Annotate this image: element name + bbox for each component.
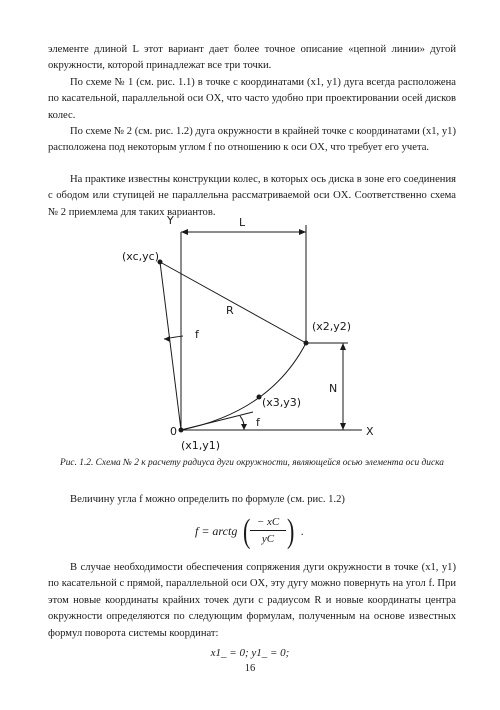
label-angle-f-bottom: f: [256, 416, 260, 429]
label-angle-f-top: f: [195, 328, 199, 341]
paragraph-3: По схеме № 2 (см. рис. 1.2) дуга окружности в крайней точке с координатами (x1, y1) расположена под некоторым углом f по отношению к оси OX, что требует его учета.: [48, 126, 456, 154]
label-point-x2y2: (x2,y2): [312, 320, 352, 333]
point-x2y2: [304, 341, 309, 346]
formula-denominator: yC: [261, 533, 275, 545]
formula-new-coords: x1_ = 0; y1_ = 0;: [210, 647, 290, 659]
label-center-coords: (xc,yc): [122, 250, 160, 263]
paragraph-4: На практике известны конструкции колес, в которых ось диска в зоне его соединения с ободом или ступицей не параллельна рассматриваемой оси OX. Соответственно схема № 2 приемлема для таких вариантов.: [48, 174, 456, 218]
formula-numerator: − xC: [256, 516, 280, 528]
page-number: 16: [244, 663, 256, 674]
label-point-x3y3: (x3,y3): [262, 396, 302, 409]
arc-curve: [181, 343, 306, 430]
label-origin: 0: [170, 425, 177, 438]
arrowhead-n-top: [340, 343, 346, 350]
paragraph-1: элементе длиной L этот вариант дает более точное описание «цепной линии» дугой окружности, которой принадлежат все три точки.: [48, 44, 456, 72]
arrowhead-angle-bottom: [241, 424, 247, 430]
point-origin: [179, 428, 184, 433]
arrowhead-angle-top: [164, 336, 170, 342]
formula-fraction: [250, 516, 286, 545]
label-y-axis: Y: [167, 214, 174, 227]
label-x-axis: X: [366, 425, 374, 438]
label-dimension-l: L: [239, 216, 246, 229]
arrowhead-n-bottom: [340, 423, 346, 430]
formula-angle: [195, 512, 325, 558]
arrowhead-l-right: [299, 229, 306, 235]
formula-lhs: f = arctg: [195, 524, 238, 538]
formula-left-paren: (: [242, 513, 251, 550]
paragraph-5: Величину угла f можно определить по формуле (см. рис. 1.2): [70, 494, 345, 505]
label-radius: R: [226, 304, 234, 317]
figure-caption: Рис. 1.2. Схема № 2 к расчету радиуса дуги окружности, являющейся осью элемента оси диска: [60, 458, 444, 468]
paragraph-2: По схеме № 1 (см. рис. 1.1) в точке с координатами (x1, y1) дуга всегда расположена по касательной, параллельной оси OX, что часто удобно при проектировании осей дисков колес.: [48, 77, 456, 121]
formula-tail: .: [301, 524, 304, 538]
point-x3y3: [257, 395, 262, 400]
label-dimension-n: N: [329, 382, 338, 395]
tangent-line: [181, 412, 253, 430]
center-origin-line: [160, 262, 181, 430]
radius-line: [160, 262, 306, 343]
formula-right-paren: ): [286, 513, 295, 550]
formula-fraction-bar: [250, 530, 286, 531]
arrowhead-l-left: [181, 229, 188, 235]
label-point-x1y1: (x1,y1): [181, 439, 221, 452]
paragraph-6: В случае необходимости обеспечения сопряжения дуги окружности в точке (x1, y1) по касательной с прямой, параллельной оси OX, эту дугу можно повернуть на угол f. При этом новые координаты крайних точек дуги с радиусом R и новые координаты центра окружности определяются по следующим формулам, полученным на основе известных формул поворота системы координат:: [48, 562, 456, 639]
